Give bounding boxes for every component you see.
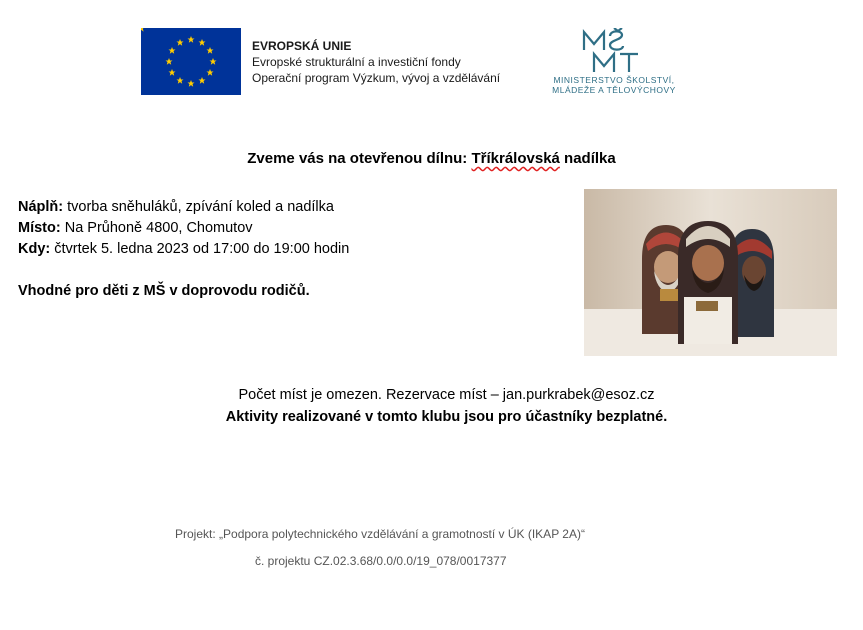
eu-program-line: Operační program Výzkum, vývoj a vzdělávání — [252, 71, 501, 85]
when-value: čtvrtek 5. ledna 2023 od 17:00 do 19:00 hodin — [50, 241, 350, 257]
eu-text-block — [252, 38, 500, 86]
msmt-line-2: MLÁDEŽE A TĚLOVÝCHOVY — [552, 85, 676, 95]
free-activities-note: Aktivity realizované v tomto klubu jsou pro účastníky bezplatné. — [225, 409, 668, 425]
heading-underlined-word: Tříkrálovská — [471, 150, 560, 167]
heading-suffix: nadílka — [559, 150, 616, 167]
three-kings-photo — [584, 189, 837, 356]
content-label: Náplň: — [18, 199, 64, 215]
msmt-line-1: MINISTERSTVO ŠKOLSTVÍ, — [553, 75, 675, 85]
eu-stars-icon — [141, 28, 241, 95]
place-value: Na Průhoně 4800, Chomutov — [60, 220, 253, 236]
event-info — [18, 197, 349, 260]
eu-funds-line: Evropské strukturální a investiční fondy — [252, 55, 461, 69]
eu-flag-logo — [141, 28, 241, 95]
project-number: č. projektu CZ.02.3.68/0.0/0.0/19_078/0017377 — [255, 554, 507, 568]
suitable-note: Vhodné pro děti z MŠ v doprovodu rodičů. — [18, 283, 310, 299]
heading-prefix: Zveme vás na otevřenou dílnu: — [247, 150, 472, 167]
reservation-note: Počet míst je omezen. Rezervace míst – jan.purkrabek@esoz.cz — [238, 387, 655, 403]
eu-title: EVROPSKÁ UNIE — [252, 39, 352, 53]
when-line — [18, 239, 349, 260]
content-line — [18, 197, 349, 218]
msmt-text-block — [548, 75, 680, 95]
msmt-logo — [576, 28, 646, 78]
content-value: tvorba sněhuláků, zpívání koled a nadílka — [63, 199, 334, 215]
when-label: Kdy: — [18, 241, 51, 257]
project-name: Projekt: „Podpora polytechnického vzdělávání a gramotností v ÚK (IKAP 2A)“ — [175, 527, 585, 541]
invitation-heading — [0, 150, 863, 167]
place-line — [18, 218, 349, 239]
place-label: Místo: — [18, 220, 61, 236]
